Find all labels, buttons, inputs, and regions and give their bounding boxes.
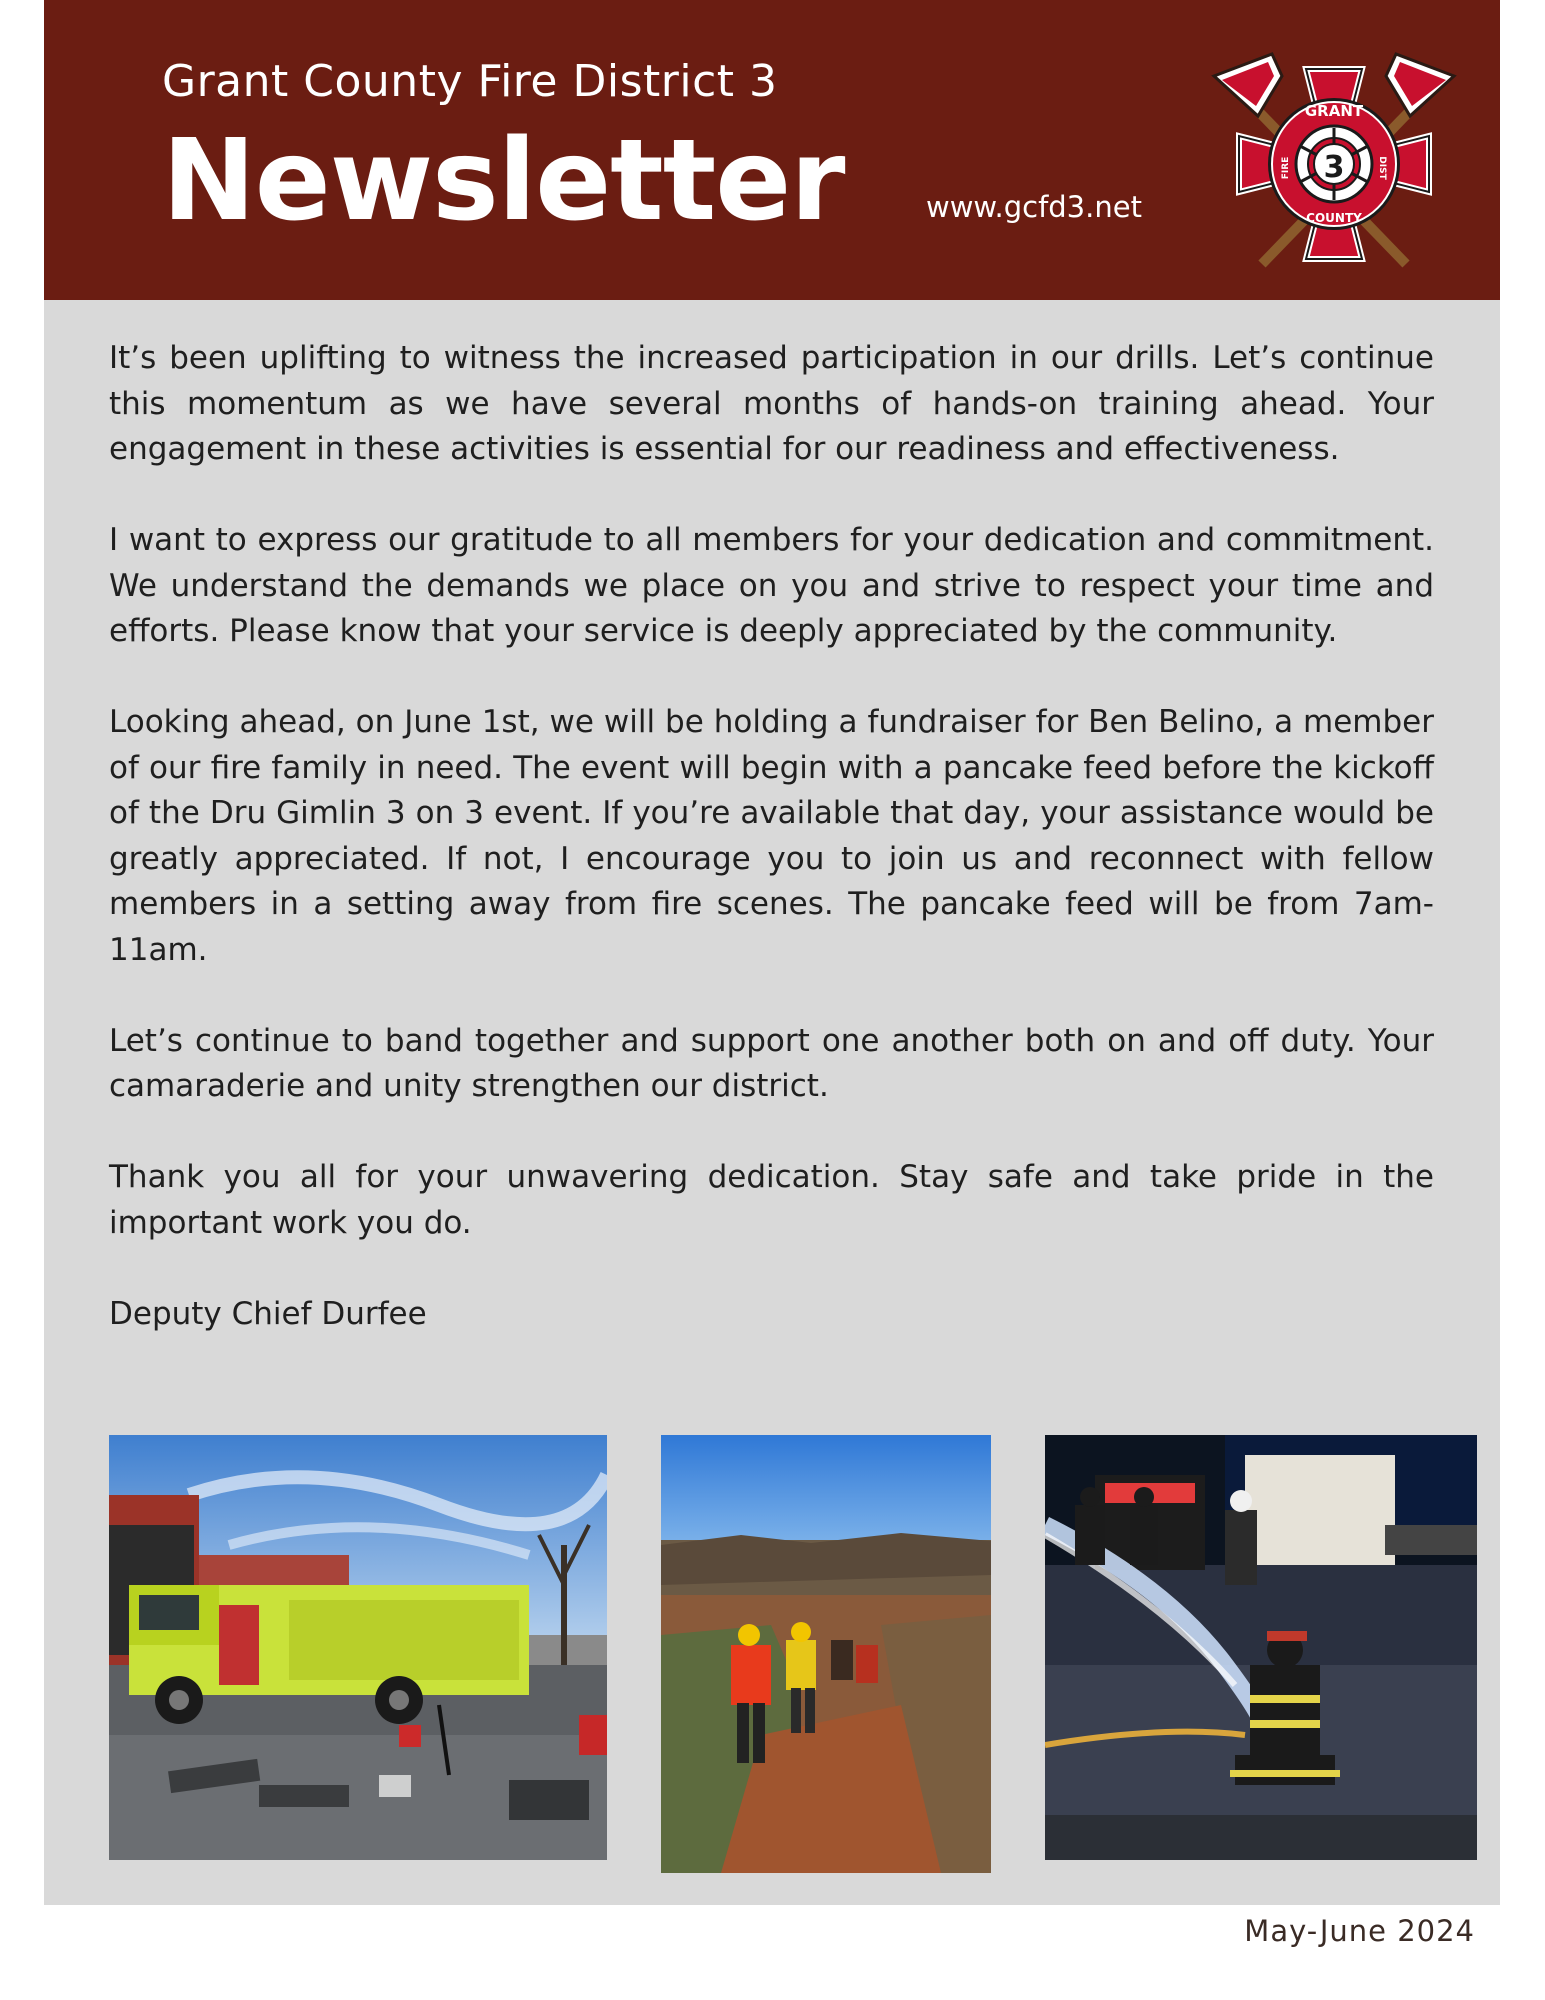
logo-text-left: FIRE <box>1281 156 1291 180</box>
logo-text-top: GRANT <box>1304 102 1364 120</box>
newsletter-title: Newsletter <box>162 116 845 246</box>
fire-district-logo <box>1184 46 1484 276</box>
newsletter-header <box>44 0 1500 300</box>
photo-fire-engine <box>109 1435 607 1860</box>
logo-number: 3 <box>1323 150 1345 185</box>
paragraph-gratitude: I want to express our gratitude to all members for your dedication and commitment. We understand the demands we place on you and strive to respect your time and efforts. Please know that your service is deeply appreciated by the community. <box>109 522 1434 649</box>
paragraph-thanks: Thank you all for your unwavering dedication. Stay safe and take pride in the important work you do. <box>109 1159 1434 1241</box>
fire-engine-image <box>109 1435 607 1860</box>
logo-text-right: DIST <box>1377 156 1387 180</box>
website-link[interactable]: www.gcfd3.net <box>926 190 1142 224</box>
maltese-cross-icon <box>1184 46 1484 276</box>
district-name: Grant County Fire District 3 <box>162 56 778 107</box>
paragraph-fundraiser: Looking ahead, on June 1st, we will be holding a fundraiser for Ben Belino, a member of our fire family in need. The event will begin with a pancake feed before the kickoff of the Dru Gimlin 3 on 3 event. If you’re available that day, your assistance would be greatly appreciated. If not, I encourage you to join us and reconnect with fellow members in a setting away from fire scenes. The pancake feed will be from 7am-11am. <box>109 704 1434 968</box>
photo-canyon-crew <box>661 1435 991 1873</box>
canyon-crew-image <box>661 1435 991 1873</box>
logo-text-bottom: COUNTY <box>1306 211 1362 225</box>
photo-night-drill <box>1045 1435 1477 1860</box>
paragraph-camaraderie: Let’s continue to band together and support one another both on and off duty. Your camaraderie and unity strengthen our district. <box>109 1022 1434 1104</box>
newsletter-content <box>44 300 1500 1905</box>
signature: Deputy Chief Durfee <box>109 1295 427 1332</box>
night-drill-image <box>1045 1435 1477 1860</box>
paragraph-drills: It’s been uplifting to witness the increased participation in our drills. Let’s continue this momentum as we have several months of hands-on training ahead. Your engagement in these activities is essential for our readiness and effectiveness. <box>109 340 1434 467</box>
letter-body <box>109 336 1434 1383</box>
issue-date: May-June 2024 <box>1244 1914 1475 1948</box>
